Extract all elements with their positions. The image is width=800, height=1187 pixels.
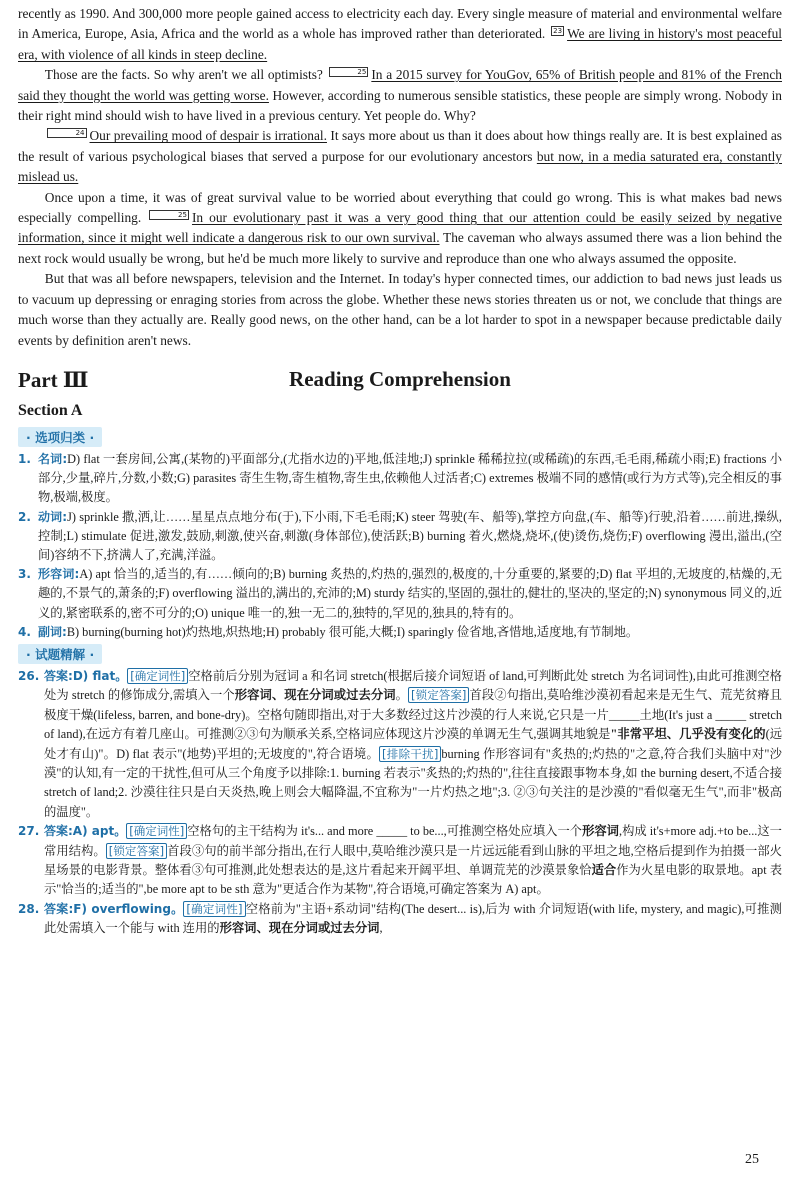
question-marker: 25 bbox=[149, 210, 189, 220]
underlined-sentence: In our evolutionary past it was a very good thing that our attention could be easily seized by negative information, since it might well indicate a dangerous risk to our own survival. bbox=[18, 210, 783, 246]
options-tag: · 选项归类 · bbox=[18, 427, 102, 447]
answer-26: 26. 答案:D) flat。 [确定词性] 空格前后分别为冠词 a 和名词 stretch(根据后接介词短语 of land,可判断此处 stretch 为名词词性),由此可推测空格处为 stretch 的修饰成分,需填入一个形容词、现在分词或过去分词。 [锁定答案] 首段②句指出,莫哈维沙漠初看起来是无生气、荒芜贫瘠且极度干燥(lifeless, barren, and bone-dry)。空格句随即指出,对于大多数经过这片沙漠的行人来说,它只是一片_____土地(It's just a _____ stretch of land),在远方有着几座山。可推测②③句为顺承关系,空格词应体现这片沙漠的单调无生气,强调其地貌是"非常平坦、几乎没有变化的(远处才有山)"。D) flat 表示"(地势)平坦的;无坡度的",符合语境。 [排除干扰] burning 作形容词有"炙热的;灼热的"之意,符合我们头脑中对"沙漠"的认知,有一定的干扰性,但可从三个角度予以排除:1. burning 若表示"炙热的;灼热的",往往直接跟事物本身,如 the burning desert,不适合接 stretch of land;2. 沙漠往往只是白天炎热,晚上则会大幅降温,不宜称为"一片灼热之地";3. ②③句关注的是沙漠的"看似毫无生气",而非"极高的温度"。 bbox=[18, 668, 783, 819]
answers-tag: · 试题精解 · bbox=[18, 644, 102, 664]
page-number: 25 bbox=[745, 1152, 759, 1167]
passage-paragraph-5: But that was all before newspapers, television and the Internet. In today's hyper connected times, our addiction to bad news just leads us to vacuum up depressing or enraging stories from across the globe. Whether these news stories threaten us or not, we conclude that things are much worse than they actually are. Really good news, on the other hand, can be a lot harder to spot in a newspaper because predictable daily events by definition aren't news. bbox=[18, 271, 782, 348]
question-marker: 24 bbox=[47, 128, 87, 138]
passage-paragraph-4: Once upon a time, it was of great survival value to be worried about everything that could go wrong. This is what makes bad news especially compelling. 25 In our evolutionary past it was a very good thing that our attention could be easily seized by negative information, since it might well indicate a dangerous risk to our own survival. The caveman who always assumed there was a lion behind the next rock would usually be wrong, but he'd be much more likely to survive and reproduce than one who always assumed the opposite. bbox=[18, 189, 783, 266]
section-title: Section A bbox=[18, 401, 83, 419]
passage-paragraph-1: recently as 1990. And 300,000 more people gained access to electricity each day. Every single measure of material and environmental welfare in America, Europe, Asia, Africa and the world as a whole has improved rather than deteriorated. 23 We are living in history's most peaceful era, with violence of all kinds in steep decline. bbox=[18, 6, 782, 62]
part-heading bbox=[18, 361, 782, 401]
part-label: Part Ⅲ bbox=[18, 367, 89, 392]
answer-28: 28. 答案:F) overflowing。 [确定词性] 空格前为"主语+系动词"结构(The desert... is),后为 with 介词短语(with life, mystery, and magic),可推测此处需填入一个能与 with 连用的形容词、现在分词或过去分词, bbox=[18, 901, 782, 936]
passage-paragraph-3: 24 Our prevailing mood of despair is irrational. It says more about us than it does about how things really are. It is best explained as the result of various psychological biases that served a purpose for our evolutionary ancestors but now, in a media saturated era, constantly mislead us. bbox=[18, 128, 782, 185]
answer-27: 27. 答案:A) apt。 [确定词性] 空格句的主干结构为 it's... and more _____ to be...,可推测空格处应填入一个形容词,构成 it's+more adj.+to be...这一常用结构。 [锁定答案] 首段③句的前半部分指出,在行人眼中,莫哈维沙漠只是一片远远能看到山脉的平坦之地,空格后提到作为拍摄一部火星场景的电影背景。整体看③句可推测,此处想表达的是,这片看起来开阔平坦、单调荒芜的沙漠景象恰适合作为火星电影的取景地。apt 表示"恰当的;适当的",be more apt to be sth 意为"更适合作为某物",符合语境,可确定答案为 A) apt。 bbox=[18, 824, 782, 897]
answers-list bbox=[18, 667, 782, 939]
underlined-sentence: We are living in history's most peaceful era, with violence of all kinds in steep decline. bbox=[18, 26, 782, 62]
underlined-sentence: In a 2015 survey for YouGov, 65% of British people and 81% of the French said they thought the world was getting worse. bbox=[18, 67, 782, 103]
options-list bbox=[18, 450, 782, 642]
question-marker: 25 bbox=[329, 67, 369, 77]
underlined-sentence: but now, in a media saturated era, constantly mislead us. bbox=[18, 148, 782, 185]
part-title: Reading Comprehension bbox=[289, 366, 511, 391]
option-group: 4. 副词:B) burning(burning hot)灼热地,炽热地;H) probably 很可能,大概;I) sparingly 俭省地,吝惜地,适度地,有节制地。 bbox=[18, 624, 639, 639]
option-group: 3. 形容词:A) apt 恰当的,适当的,有……倾向的;B) burning 炙热的,灼热的,强烈的,极度的,十分重要的,紧要的;D) flat 平坦的,无坡度的,枯燥的,无趣的,不景气的,萧条的;F) overflowing 溢出的,满出的,充沛的;M) sturdy 结实的,坚固的,强壮的,健壮的,坚决的,坚定的;N) synonymous 同义的,近义的,紧密联系的,密不可分的;O) unique 唯一的,独一无二的,独特的,罕见的,独具的,特有的。 bbox=[18, 567, 782, 620]
underlined-sentence: Our prevailing mood of despair is irrational. bbox=[89, 128, 327, 144]
option-group: 2. 动词:J) sprinkle 撒,洒,让……星星点点地分布(于),下小雨,下毛毛雨;K) steer 驾驶(车、船等),掌控方向盘,(车、船等)行驶,沿着……前进,操纵,控制;L) stimulate 促进,激发,鼓励,刺激,使兴奋,刺激(身体部位),使活跃;B) burning 着火,燃烧,烧坏,(使)烫伤,烧伤;F) overflowing 漫出,溢出,(空间)容纳不下,挤满人了,充满,洋溢。 bbox=[18, 509, 782, 562]
passage-paragraph-2: Those are the facts. So why aren't we all optimists? 25 In a 2015 survey for YouGov, 65% of British people and 81% of the French said they thought the world was getting worse. However, according to numerous sensible statistics, these people are simply wrong. Nobody in their right mind should wish to have lived in a previous century. Yet people do. Why? bbox=[18, 67, 782, 124]
question-marker: 23 bbox=[553, 26, 563, 35]
option-group: 1. 名词:D) flat 一套房间,公寓,(某物的)平面部分,(尤指水边的)平地,低洼地;J) sprinkle 稀稀拉拉(或稀疏)的东西,毛毛雨,稀疏小雨;E) fractions 小部分,少量,碎片,分数,小数;G) parasites 寄生生物,寄生植物,寄生虫,依赖他人过活者;C) extremes 极端不同的感情(或行为方式等),完全相反的事物,极端,极度。 bbox=[18, 451, 782, 505]
page bbox=[18, 4, 782, 939]
